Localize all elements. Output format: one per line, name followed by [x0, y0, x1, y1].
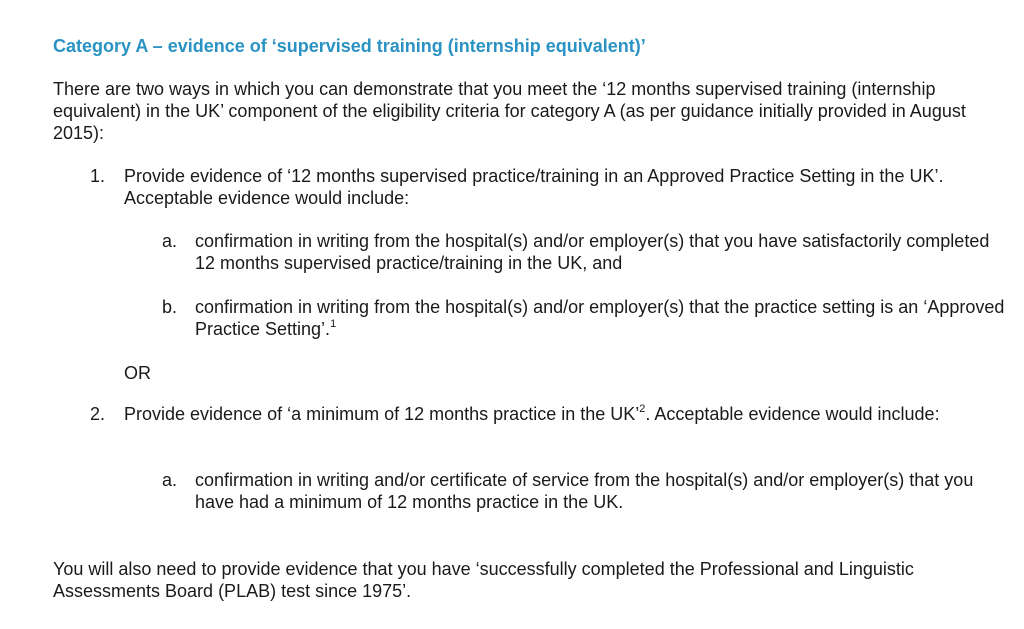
footnote-ref-2: 2 [639, 403, 646, 415]
sublist-item-1b [195, 296, 1005, 340]
list-number-1: 1. [90, 166, 106, 186]
sublist-item-1b-text: confirmation in writing from the hospital(s) and/or employer(s) that the practice setting is an ‘Approved Practice Setting’. [195, 297, 1005, 339]
intro-paragraph: There are two ways in which you can demonstrate that you meet the ‘12 months supervised training (internship equivalent) in the UK’ component of the eligibility criteria for category A (as per guidance initially provided in August 2015): [53, 79, 966, 143]
list-number-2: 2. [90, 404, 106, 424]
closing-paragraph: You will also need to provide evidence that you have ‘successfully completed the Professional and Linguistic Assessments Board (PLAB) test since 1975’. [53, 559, 914, 601]
section-heading: Category A – evidence of ‘supervised training (internship equivalent)’ [53, 36, 646, 56]
sublist-letter-2a: a. [162, 470, 178, 490]
sublist-letter-1a: a. [162, 231, 178, 251]
list-item-2-text-before: Provide evidence of ‘a minimum of 12 months practice in the UK’ [124, 404, 640, 424]
sublist-item-2a-text: confirmation in writing and/or certificate of service from the hospital(s) and/or employer(s) that you have had a minimum of 12 months practice in the UK. [195, 470, 974, 512]
list-item-1-text: Provide evidence of ‘12 months supervised practice/training in an Approved Practice Setting in the UK’. Acceptable evidence would include: [124, 166, 944, 208]
sublist-item-1a-text: confirmation in writing from the hospital(s) and/or employer(s) that you have satisfactorily completed 12 months supervised practice/training in the UK, and [195, 231, 990, 273]
sublist-letter-1b: b. [162, 297, 178, 317]
list-item-2-text-after: . Acceptable evidence would include: [645, 404, 940, 424]
list-item-2 [124, 403, 994, 425]
or-separator: OR [124, 363, 151, 383]
footnote-ref-1: 1 [330, 318, 337, 330]
